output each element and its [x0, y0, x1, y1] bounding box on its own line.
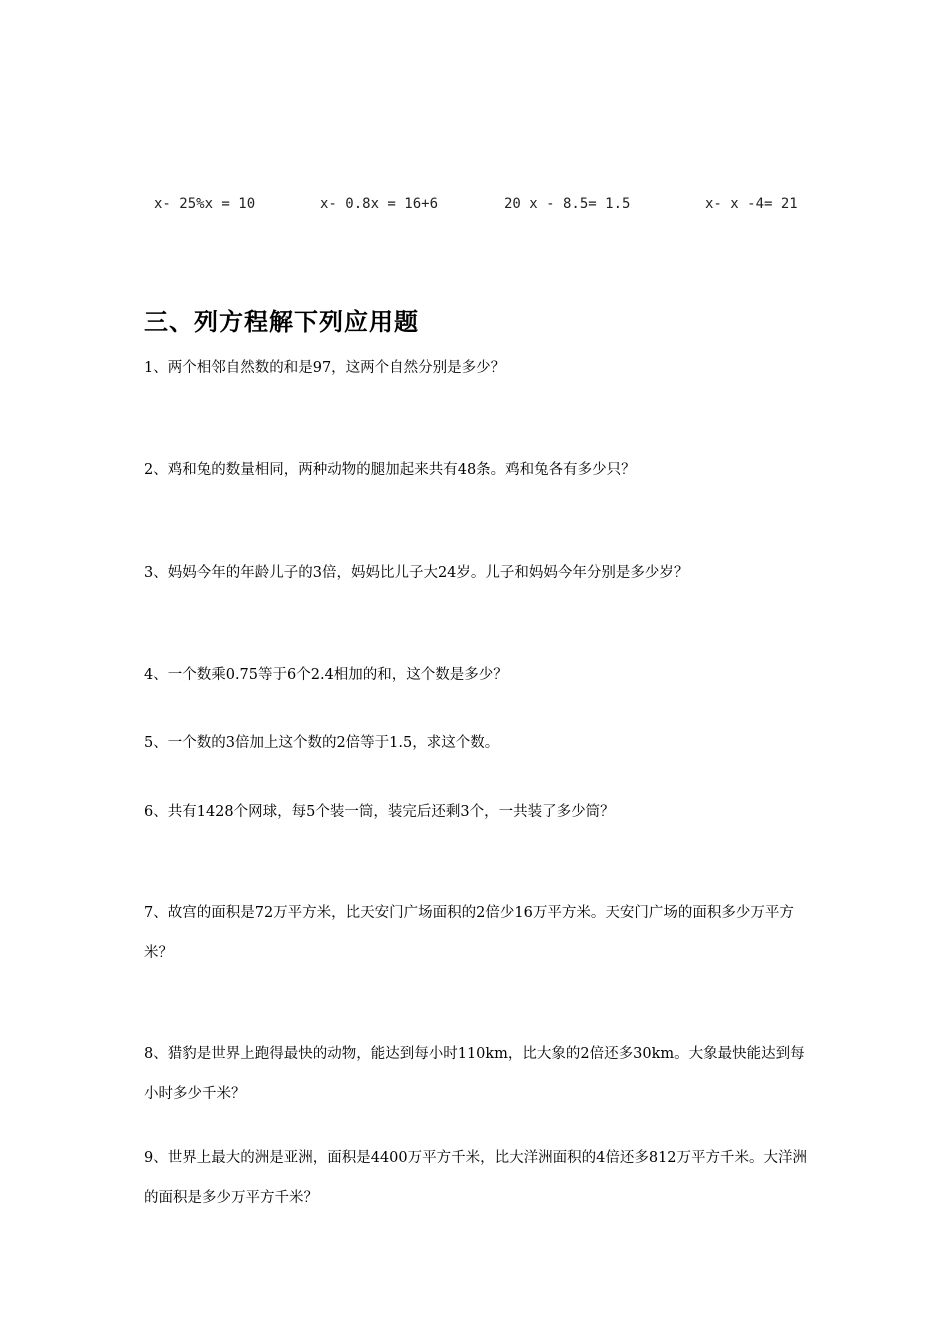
equation-3: 20 x - 8.5= 1.5	[504, 196, 631, 212]
problem-1: 1、两个相邻自然数的和是97，这两个自然分别是多少？	[144, 360, 506, 376]
problem-4: 4、一个数乘0.75等于6个2.4相加的和，这个数是多少？	[144, 667, 508, 683]
problem-3: 3、妈妈今年的年龄儿子的3倍，妈妈比儿子大24岁。儿子和妈妈今年分别是多少岁？	[144, 565, 689, 581]
equation-2: x- 0.8x = 16+6	[320, 196, 439, 212]
section-title: 三、列方程解下列应用题	[144, 308, 419, 336]
problem-8: 8、猎豹是世界上跑得最快的动物，能达到每小时110km，比大象的2倍还多30km。大象最快能达到每小时多少千米？	[144, 1046, 805, 1102]
equation-row	[0, 196, 950, 218]
problem-5: 5、一个数的3倍加上这个数的2倍等于1.5，求这个数。	[144, 735, 500, 751]
equation-1: x- 25%x = 10	[154, 196, 256, 212]
problem-9: 9、世界上最大的洲是亚洲，面积是4400万平方千米，比大洋洲面积的4倍还多812万平方千米。大洋洲的面积是多少万平方千米？	[144, 1150, 808, 1206]
problem-6: 6、共有1428个网球，每5个装一筒，装完后还剩3个，一共装了多少筒？	[144, 804, 615, 820]
problem-2: 2、鸡和兔的数量相同，两种动物的腿加起来共有48条。鸡和兔各有多少只？	[144, 462, 636, 478]
equation-4: x- x -4= 21	[705, 196, 798, 212]
problem-7: 7、故宫的面积是72万平方米，比天安门广场面积的2倍少16万平方米。天安门广场的面积多少万平方米？	[144, 905, 794, 961]
